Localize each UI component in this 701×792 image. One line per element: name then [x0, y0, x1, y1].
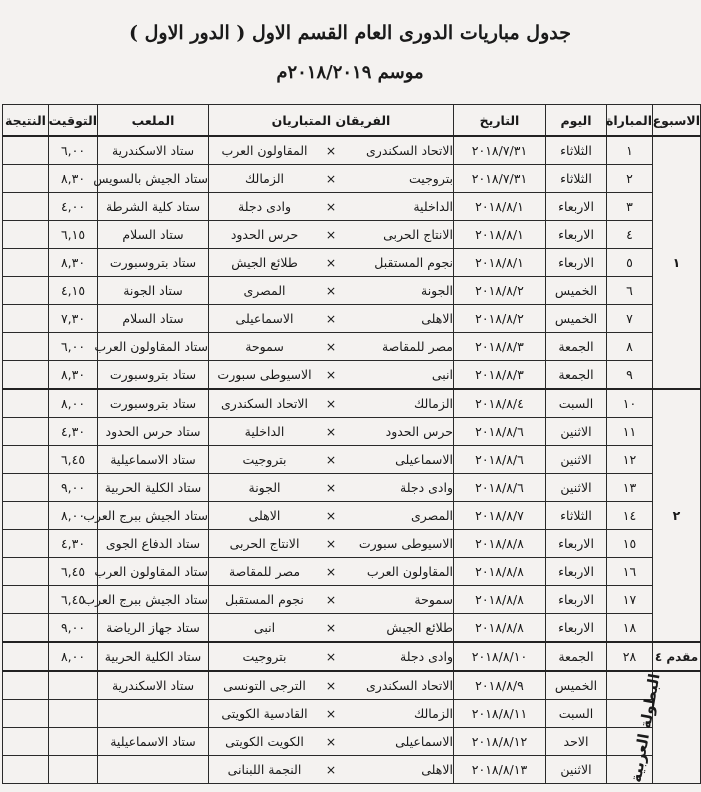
match-date: ٢٠١٨/٧/٣١: [454, 136, 546, 165]
result: [3, 136, 49, 165]
match-date: ٢٠١٨/٨/١١: [454, 700, 546, 728]
match-day: السبت: [546, 389, 607, 418]
result: [3, 165, 49, 193]
header-row: [3, 105, 701, 137]
team-b: الانتاج الحربى: [229, 536, 300, 551]
team-a: المصرى: [410, 508, 453, 523]
stadium: ستاد حرس الحدود: [98, 418, 209, 446]
match-row: [3, 389, 701, 418]
stadium: ستاد السلام: [98, 221, 209, 249]
team-a: الاهلى: [421, 762, 453, 777]
match-row: [3, 642, 701, 671]
team-b: الزمالك: [244, 171, 285, 186]
teams-cell: [209, 418, 454, 446]
kickoff-time: ٤,٣٠: [49, 418, 98, 446]
match-date: ٢٠١٨/٨/٨: [454, 586, 546, 614]
team-b: الداخلية: [244, 424, 285, 439]
teams-wrap: [209, 255, 453, 270]
teams-wrap: [209, 199, 453, 214]
match-date: ٢٠١٨/٨/٢: [454, 277, 546, 305]
match-day: السبت: [546, 700, 607, 728]
team-a: الاسماعيلى: [395, 452, 453, 467]
week-cell: ٢: [653, 389, 701, 642]
match-day: الاثنين: [546, 756, 607, 784]
match-day: الاربعاء: [546, 193, 607, 221]
teams-wrap: [209, 536, 453, 551]
team-b: المصرى: [243, 283, 286, 298]
header-result: النتيجة: [3, 105, 49, 137]
vs-symbol: ×: [325, 508, 337, 523]
teams-wrap: [209, 620, 453, 635]
teams-cell: [209, 446, 454, 474]
match-row: [3, 756, 701, 784]
teams-wrap: [209, 564, 453, 579]
stadium: ستاد المقاولون العرب: [98, 558, 209, 586]
teams-wrap: [209, 734, 453, 749]
kickoff-time: ٦,٤٥: [49, 446, 98, 474]
match-date: ٢٠١٨/٨/٨: [454, 614, 546, 643]
match-row: [3, 614, 701, 643]
match-date: ٢٠١٨/٨/١: [454, 221, 546, 249]
match-day: الخميس: [546, 671, 607, 700]
match-number: ١٧: [607, 586, 653, 614]
vs-symbol: ×: [325, 620, 337, 635]
match-date: ٢٠١٨/٨/٦: [454, 446, 546, 474]
vs-symbol: ×: [325, 283, 337, 298]
teams-cell: [209, 756, 454, 784]
kickoff-time: ٦,٤٥: [49, 586, 98, 614]
team-a: طلائع الجيش: [386, 620, 453, 635]
vs-symbol: ×: [325, 339, 337, 354]
result: [3, 728, 49, 756]
stadium: ستاد المقاولون العرب: [98, 333, 209, 361]
teams-wrap: [209, 283, 453, 298]
match-row: [3, 671, 701, 700]
match-row: [3, 305, 701, 333]
stadium: ستاد الدفاع الجوى: [98, 530, 209, 558]
teams-cell: [209, 249, 454, 277]
vs-symbol: ×: [325, 199, 337, 214]
match-date: ٢٠١٨/٨/١٣: [454, 756, 546, 784]
teams-wrap: [209, 171, 453, 186]
match-number: ١٤: [607, 502, 653, 530]
teams-wrap: [209, 396, 453, 411]
match-number: ٣: [607, 193, 653, 221]
stadium: ستاد بتروسبورت: [98, 361, 209, 390]
teams-cell: [209, 671, 454, 700]
result: [3, 474, 49, 502]
match-row: [3, 474, 701, 502]
match-date: ٢٠١٨/٨/١: [454, 249, 546, 277]
team-b: حرس الحدود: [230, 227, 299, 242]
teams-cell: [209, 558, 454, 586]
stadium: [98, 700, 209, 728]
kickoff-time: ٤,٠٠: [49, 193, 98, 221]
team-b: النجمة اللبنانى: [227, 762, 302, 777]
team-b: سموحة: [245, 339, 284, 354]
vs-symbol: ×: [325, 480, 337, 495]
result: [3, 249, 49, 277]
match-number: ١٨: [607, 614, 653, 643]
vs-symbol: ×: [325, 452, 337, 467]
kickoff-time: ٧,٣٠: [49, 305, 98, 333]
match-day: الجمعة: [546, 361, 607, 390]
team-a: المقاولون العرب: [366, 564, 453, 579]
match-number: ٨: [607, 333, 653, 361]
team-b: الكويت الكويتى: [225, 734, 304, 749]
teams-wrap: [209, 592, 453, 607]
vs-symbol: ×: [325, 762, 337, 777]
teams-cell: [209, 193, 454, 221]
team-a: مصر للمقاصة: [381, 339, 453, 354]
vs-symbol: ×: [325, 678, 337, 693]
result: [3, 558, 49, 586]
result: [3, 530, 49, 558]
match-row: [3, 446, 701, 474]
stadium: ستاد الاسماعيلية: [98, 446, 209, 474]
kickoff-time: ٦,٠٠: [49, 333, 98, 361]
vs-symbol: ×: [325, 536, 337, 551]
kickoff-time: ٩,٠٠: [49, 614, 98, 643]
header-time: التوقيت: [49, 105, 98, 137]
teams-cell: [209, 614, 454, 643]
kickoff-time: [49, 756, 98, 784]
teams-wrap: [209, 227, 453, 242]
schedule-table: [2, 104, 701, 784]
season-subtitle: موسم ٢٠١٨/٢٠١٩م: [276, 62, 424, 83]
team-a: الاسيوطى سبورت: [358, 536, 453, 551]
header-day: اليوم: [546, 105, 607, 137]
match-number: ١٣: [607, 474, 653, 502]
result: [3, 389, 49, 418]
stadium: ستاد الجيش بالسويس: [98, 165, 209, 193]
header-match: المباراة: [607, 105, 653, 137]
teams-cell: [209, 474, 454, 502]
match-date: ٢٠١٨/٨/١: [454, 193, 546, 221]
match-row: [3, 502, 701, 530]
match-day: الخميس: [546, 277, 607, 305]
week-cell: [626, 671, 701, 784]
vs-symbol: ×: [325, 227, 337, 242]
match-day: الاربعاء: [546, 249, 607, 277]
teams-wrap: [209, 367, 453, 382]
header-date: التاريخ: [454, 105, 546, 137]
teams-wrap: [209, 508, 453, 523]
match-date: ٢٠١٨/٨/٨: [454, 530, 546, 558]
match-number: ٢: [607, 165, 653, 193]
match-day: الاثنين: [546, 446, 607, 474]
match-row: [3, 136, 701, 165]
vs-symbol: ×: [325, 396, 337, 411]
result: [3, 671, 49, 700]
teams-wrap: [209, 424, 453, 439]
teams-cell: [209, 333, 454, 361]
team-b: الجونة: [248, 480, 281, 495]
match-date: ٢٠١٨/٨/٦: [454, 418, 546, 446]
team-a: الزمالك: [413, 706, 453, 721]
result: [3, 446, 49, 474]
match-number: ٩: [607, 361, 653, 390]
teams-wrap: [209, 706, 453, 721]
match-day: الثلاثاء: [546, 502, 607, 530]
match-row: [3, 249, 701, 277]
match-date: ٢٠١٨/٨/٢: [454, 305, 546, 333]
kickoff-time: [49, 728, 98, 756]
teams-cell: [209, 530, 454, 558]
stadium: ستاد بتروسبورت: [98, 249, 209, 277]
match-row: [3, 418, 701, 446]
match-number: ٥: [607, 249, 653, 277]
match-number: ١٥: [607, 530, 653, 558]
stadium: ستاد الكلية الحربية: [98, 642, 209, 671]
team-a: الداخلية: [413, 199, 453, 214]
match-date: ٢٠١٨/٧/٣١: [454, 165, 546, 193]
team-a: الاتحاد السكندرى: [366, 143, 453, 158]
teams-cell: [209, 277, 454, 305]
team-b: المقاولون العرب: [221, 143, 308, 158]
stadium: ستاد السلام: [98, 305, 209, 333]
stadium: ستاد الاسكندرية: [98, 136, 209, 165]
header-teams: الفريقان المتباريان: [209, 105, 454, 137]
result: [3, 756, 49, 784]
kickoff-time: ٤,١٥: [49, 277, 98, 305]
stadium: ستاد الجيش ببرج العرب: [98, 586, 209, 614]
team-b: الترجى التونسى: [223, 678, 306, 693]
team-b: الاتحاد السكندرى: [221, 396, 308, 411]
match-date: ٢٠١٨/٨/٨: [454, 558, 546, 586]
kickoff-time: ٦,١٥: [49, 221, 98, 249]
match-day: الاربعاء: [546, 558, 607, 586]
match-day: الاربعاء: [546, 614, 607, 643]
match-day: الاربعاء: [546, 586, 607, 614]
stadium: ستاد بتروسبورت: [98, 389, 209, 418]
match-day: الثلاثاء: [546, 165, 607, 193]
match-day: الاحد: [546, 728, 607, 756]
match-row: [3, 558, 701, 586]
result: [3, 502, 49, 530]
result: [3, 277, 49, 305]
team-b: الاسيوطى سبورت: [217, 367, 312, 382]
match-number: ٦: [607, 277, 653, 305]
kickoff-time: ٨,٠٠: [49, 642, 98, 671]
header-stadium: الملعب: [98, 105, 209, 137]
match-row: [3, 277, 701, 305]
team-a: سموحة: [414, 592, 453, 607]
result: [3, 614, 49, 643]
stadium: ستاد الاسماعيلية: [98, 728, 209, 756]
match-date: ٢٠١٨/٨/١٠: [454, 642, 546, 671]
teams-wrap: [209, 143, 453, 158]
kickoff-time: [49, 700, 98, 728]
vs-symbol: ×: [325, 171, 337, 186]
match-day: الاثنين: [546, 474, 607, 502]
team-b: بتروجيت: [242, 452, 287, 467]
teams-wrap: [209, 452, 453, 467]
kickoff-time: ٨,٣٠: [49, 361, 98, 390]
teams-cell: [209, 165, 454, 193]
teams-cell: [209, 642, 454, 671]
vs-symbol: ×: [325, 143, 337, 158]
kickoff-time: ٤,٣٠: [49, 530, 98, 558]
page-title: جدول مباريات الدورى العام القسم الاول ( الدور الاول ): [129, 22, 571, 44]
team-a: بتروجيت: [409, 171, 453, 186]
teams-cell: [209, 700, 454, 728]
team-b: نجوم المستقبل: [225, 592, 304, 607]
team-b: طلائع الجيش: [231, 255, 298, 270]
vs-symbol: ×: [325, 255, 337, 270]
kickoff-time: ٨,٣٠: [49, 165, 98, 193]
week-cell: مقدم ٤: [653, 642, 701, 671]
team-a: الاتحاد السكندرى: [366, 678, 453, 693]
result: [3, 361, 49, 390]
match-day: الاربعاء: [546, 221, 607, 249]
result: [3, 305, 49, 333]
team-b: الاسماعيلى: [235, 311, 294, 326]
match-day: الاربعاء: [546, 530, 607, 558]
match-number: ١: [607, 136, 653, 165]
match-row: [3, 193, 701, 221]
stadium: ستاد كلية الشرطة: [98, 193, 209, 221]
stadium: ستاد الكلية الحربية: [98, 474, 209, 502]
team-a: الاهلى: [421, 311, 453, 326]
match-row: [3, 530, 701, 558]
teams-cell: [209, 389, 454, 418]
vs-symbol: ×: [325, 592, 337, 607]
team-b: وادى دجلة: [238, 199, 291, 214]
team-a: الاسماعيلى: [395, 734, 453, 749]
match-date: ٢٠١٨/٨/٧: [454, 502, 546, 530]
kickoff-time: ٦,٠٠: [49, 136, 98, 165]
teams-wrap: [209, 339, 453, 354]
team-a: الانتاج الحربى: [383, 227, 453, 242]
result: [3, 418, 49, 446]
vs-symbol: ×: [325, 649, 337, 664]
team-a: وادى دجلة: [400, 649, 453, 664]
teams-cell: [209, 221, 454, 249]
team-a: وادى دجلة: [400, 480, 453, 495]
vs-symbol: ×: [325, 311, 337, 326]
team-a: الزمالك: [413, 396, 453, 411]
team-b: انبى: [253, 620, 276, 635]
teams-wrap: [209, 311, 453, 326]
match-date: ٢٠١٨/٨/٩: [454, 671, 546, 700]
match-row: [3, 361, 701, 390]
result: [3, 642, 49, 671]
match-row: [3, 333, 701, 361]
team-a: الجونة: [421, 283, 453, 298]
match-number: ٢٨: [607, 642, 653, 671]
match-date: ٢٠١٨/٨/٣: [454, 361, 546, 390]
match-date: ٢٠١٨/٨/٣: [454, 333, 546, 361]
team-a: حرس الحدود: [385, 424, 453, 439]
kickoff-time: ٦,٤٥: [49, 558, 98, 586]
kickoff-time: ٨,٣٠: [49, 249, 98, 277]
match-day: الثلاثاء: [546, 136, 607, 165]
result: [3, 193, 49, 221]
team-b: مصر للمقاصة: [228, 564, 301, 579]
match-row: [3, 165, 701, 193]
match-number: ١٢: [607, 446, 653, 474]
week-cell: ١: [653, 136, 701, 389]
teams-wrap: [209, 678, 453, 693]
match-number: ٤: [607, 221, 653, 249]
match-day: الجمعة: [546, 333, 607, 361]
teams-cell: [209, 136, 454, 165]
teams-wrap: [209, 762, 453, 777]
header-week: الاسبوع: [653, 105, 701, 137]
kickoff-time: [49, 671, 98, 700]
match-row: [3, 586, 701, 614]
match-date: ٢٠١٨/٨/٤: [454, 389, 546, 418]
vs-symbol: ×: [325, 706, 337, 721]
team-b: الاهلى: [248, 508, 281, 523]
team-a: نجوم المستقبل: [374, 255, 453, 270]
teams-cell: [209, 586, 454, 614]
team-b: بتروجيت: [242, 649, 287, 664]
match-day: الخميس: [546, 305, 607, 333]
teams-cell: [209, 305, 454, 333]
match-number: ١١: [607, 418, 653, 446]
vs-symbol: ×: [325, 424, 337, 439]
stadium: ستاد الاسكندرية: [98, 671, 209, 700]
stadium: ستاد جهاز الرياضة: [98, 614, 209, 643]
match-number: ١٠: [607, 389, 653, 418]
teams-cell: [209, 361, 454, 390]
teams-cell: [209, 502, 454, 530]
match-date: ٢٠١٨/٨/٦: [454, 474, 546, 502]
teams-wrap: [209, 480, 453, 495]
week-label: البطولة العربية: [626, 671, 664, 784]
stadium: ستاد الجيش ببرج العرب: [98, 502, 209, 530]
kickoff-time: ٨,٠٠: [49, 502, 98, 530]
vs-symbol: ×: [325, 564, 337, 579]
match-number: ١٦: [607, 558, 653, 586]
team-b: القادسية الكويتى: [221, 706, 308, 721]
kickoff-time: ٨,٠٠: [49, 389, 98, 418]
vs-symbol: ×: [325, 367, 337, 382]
team-a: انبى: [431, 367, 453, 382]
match-row: [3, 221, 701, 249]
match-day: الجمعة: [546, 642, 607, 671]
result: [3, 700, 49, 728]
kickoff-time: ٩,٠٠: [49, 474, 98, 502]
result: [3, 333, 49, 361]
stadium: ستاد الجونة: [98, 277, 209, 305]
stadium: [98, 756, 209, 784]
vs-symbol: ×: [325, 734, 337, 749]
match-number: ٧: [607, 305, 653, 333]
match-date: ٢٠١٨/٨/١٢: [454, 728, 546, 756]
teams-cell: [209, 728, 454, 756]
match-day: الاثنين: [546, 418, 607, 446]
result: [3, 221, 49, 249]
result: [3, 586, 49, 614]
teams-wrap: [209, 649, 453, 664]
